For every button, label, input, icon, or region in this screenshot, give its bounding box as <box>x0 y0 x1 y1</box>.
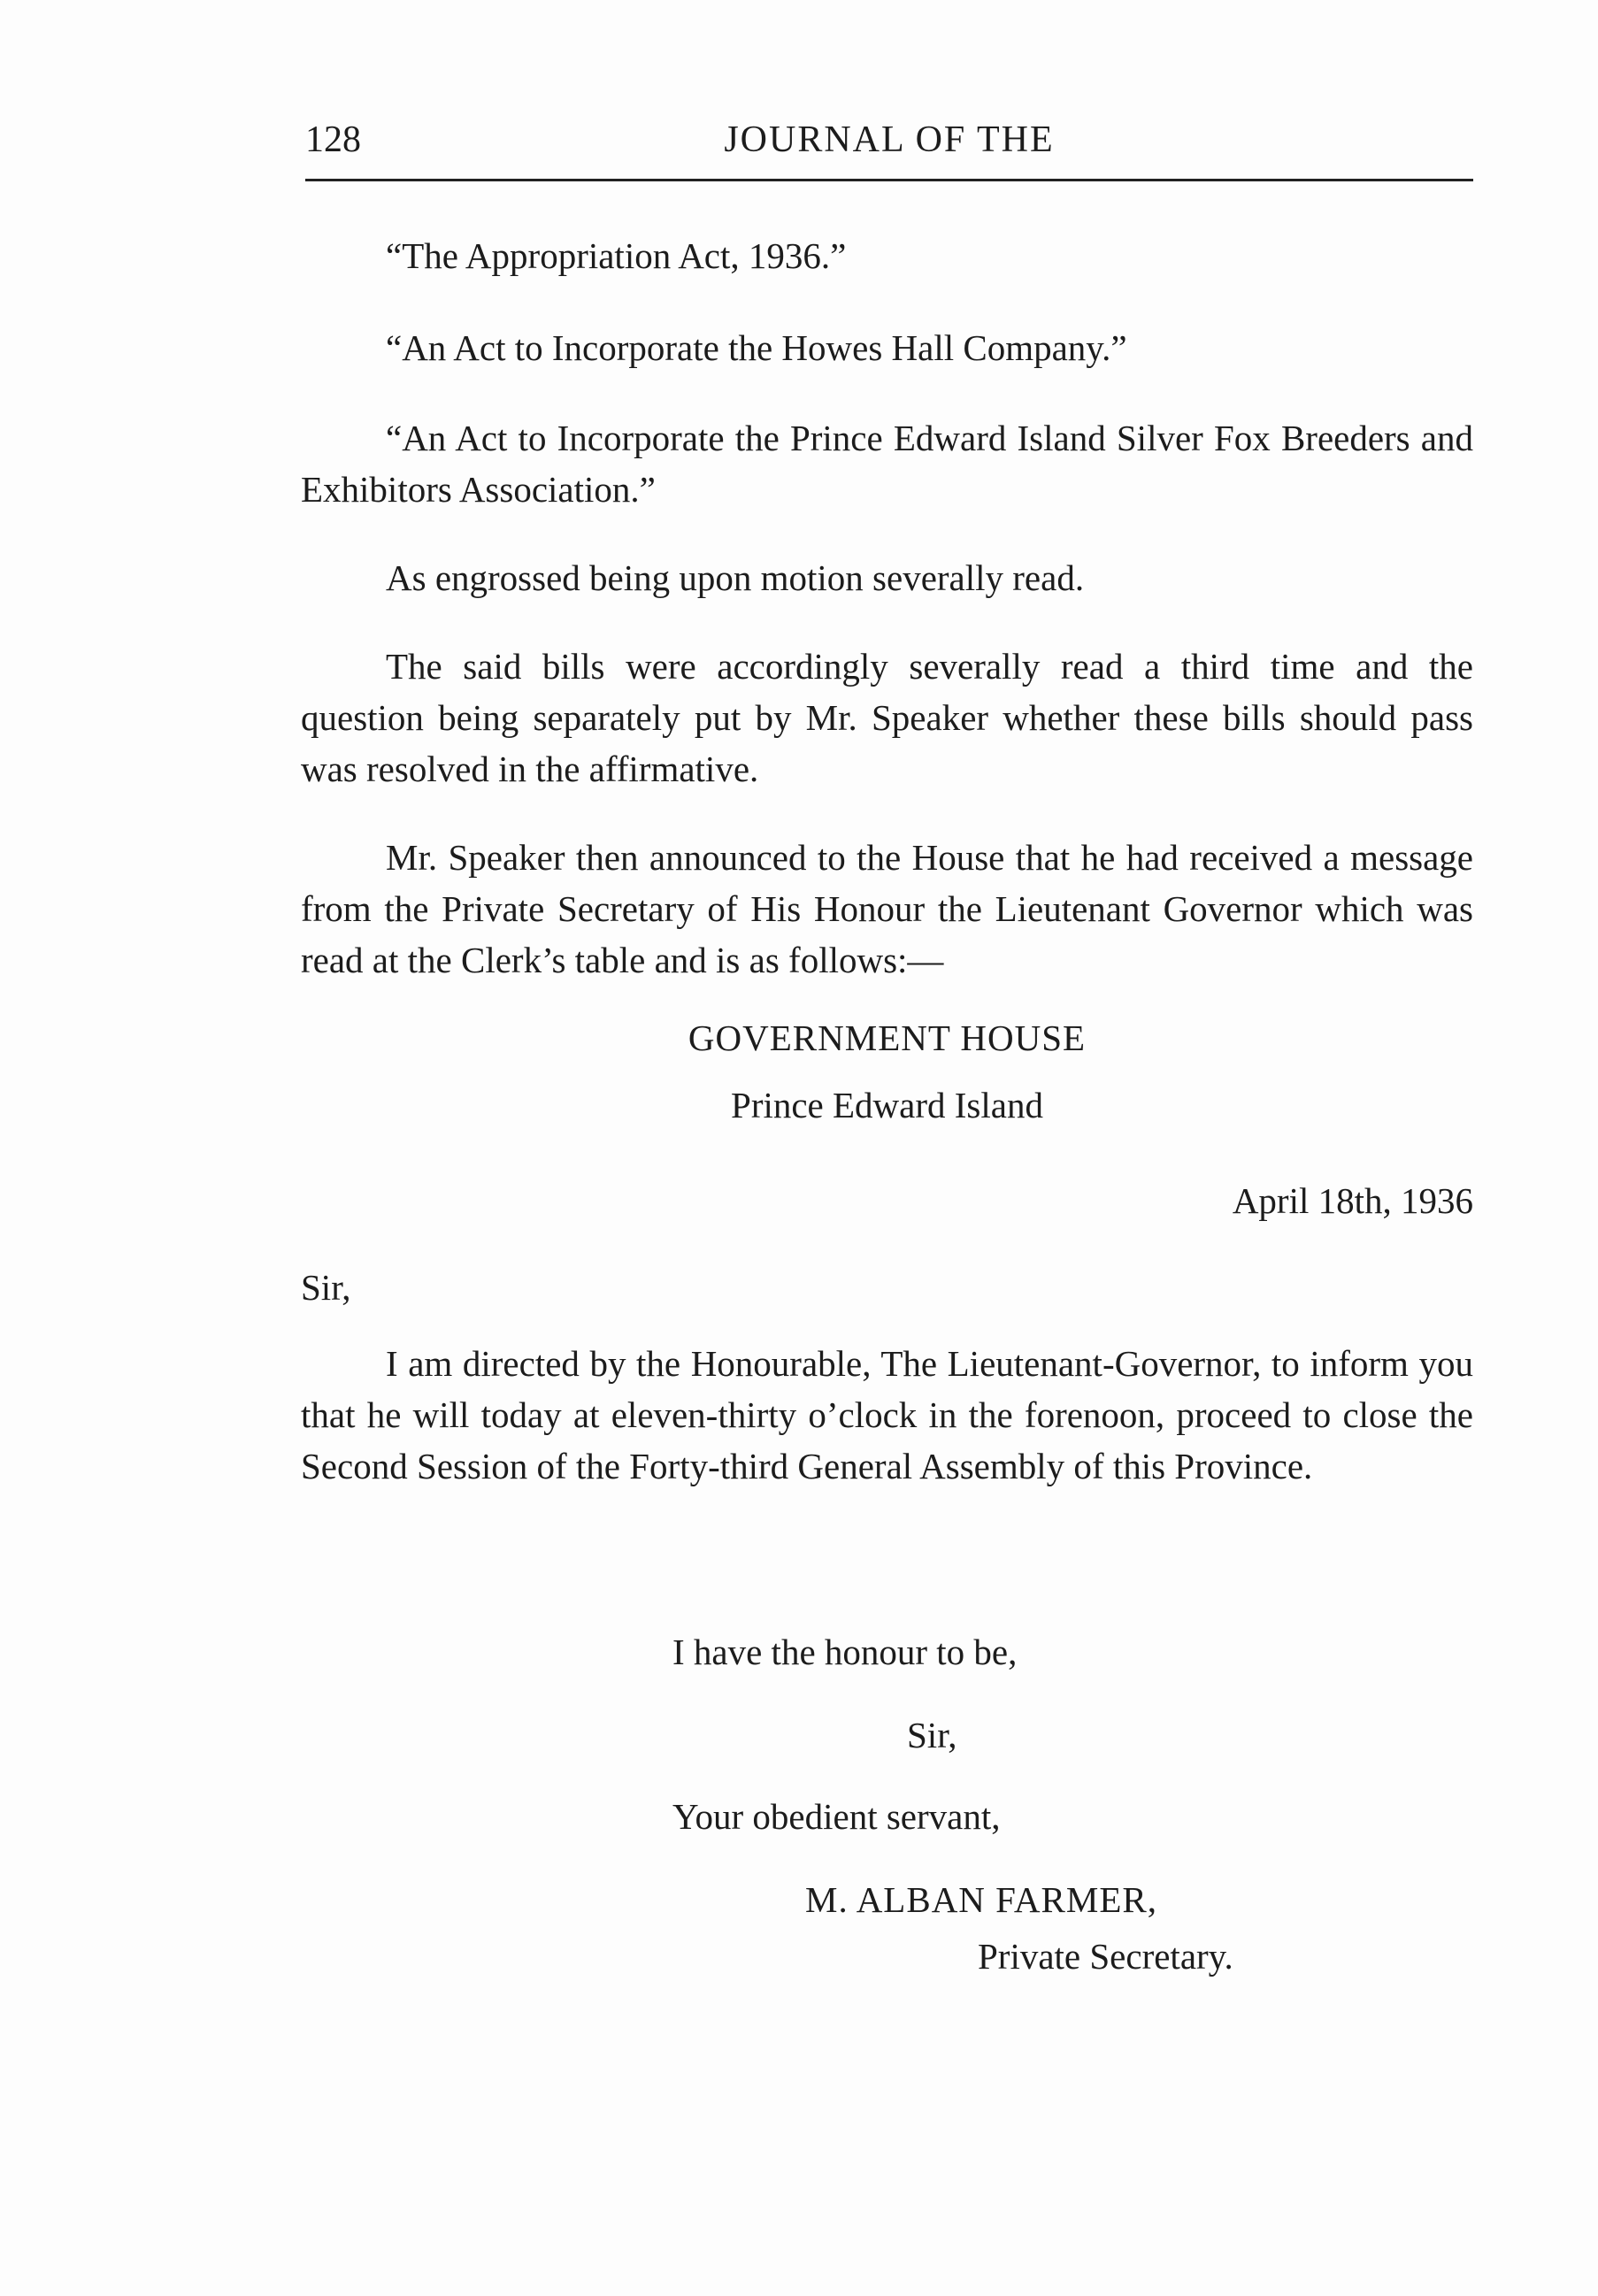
bill-title-appropriation: “The Appropriation Act, 1936.” <box>386 235 847 276</box>
letter-body: I am directed by the Honourable, The Lieutenant-Governor, to inform you that he will today at eleven-thirty o’clock in the forenoon, proceed to close the Second Session of the Forty-third General Assembly of this Province. <box>301 1343 1473 1486</box>
letter-date: April 18th, 1936 <box>1232 1180 1473 1221</box>
page-number: 128 <box>305 119 361 160</box>
bill-title-silver-fox: “An Act to Incorporate the Prince Edward Island Silver Fox Breeders and Exhibitors Association.” <box>301 418 1473 510</box>
letter-heading: GOVERNMENT HOUSE <box>688 1017 1087 1058</box>
letter-salutation: Sir, <box>301 1267 351 1308</box>
paragraph-announcement: Mr. Speaker then announced to the House that he had received a message from the Private Secretary of His Honour the Lieutenant Governor which was read at the Clerk’s table and is as follows:— <box>301 837 1473 980</box>
closing-honour: I have the honour to be, <box>672 1632 1018 1672</box>
signatory-title: Private Secretary. <box>978 1936 1233 1977</box>
paragraph-engrossed: As engrossed being upon motion severally read. <box>386 557 1085 598</box>
closing-servant: Your obedient servant, <box>672 1796 1001 1837</box>
running-head: JOURNAL OF THE <box>724 119 1055 160</box>
letter-subheading: Prince Edward Island <box>731 1085 1043 1125</box>
signatory-name: M. ALBAN FARMER, <box>805 1879 1157 1920</box>
closing-sir: Sir, <box>907 1715 957 1755</box>
page-body <box>301 230 1473 1529</box>
bill-title-howes-hall: “An Act to Incorporate the Howes Hall Company.” <box>386 327 1127 368</box>
page-header <box>305 115 1473 181</box>
paragraph-third-reading: The said bills were accordingly severally read a third time and the question being separately put by Mr. Speaker whether these bills should pass was resolved in the affirmative. <box>301 646 1473 789</box>
